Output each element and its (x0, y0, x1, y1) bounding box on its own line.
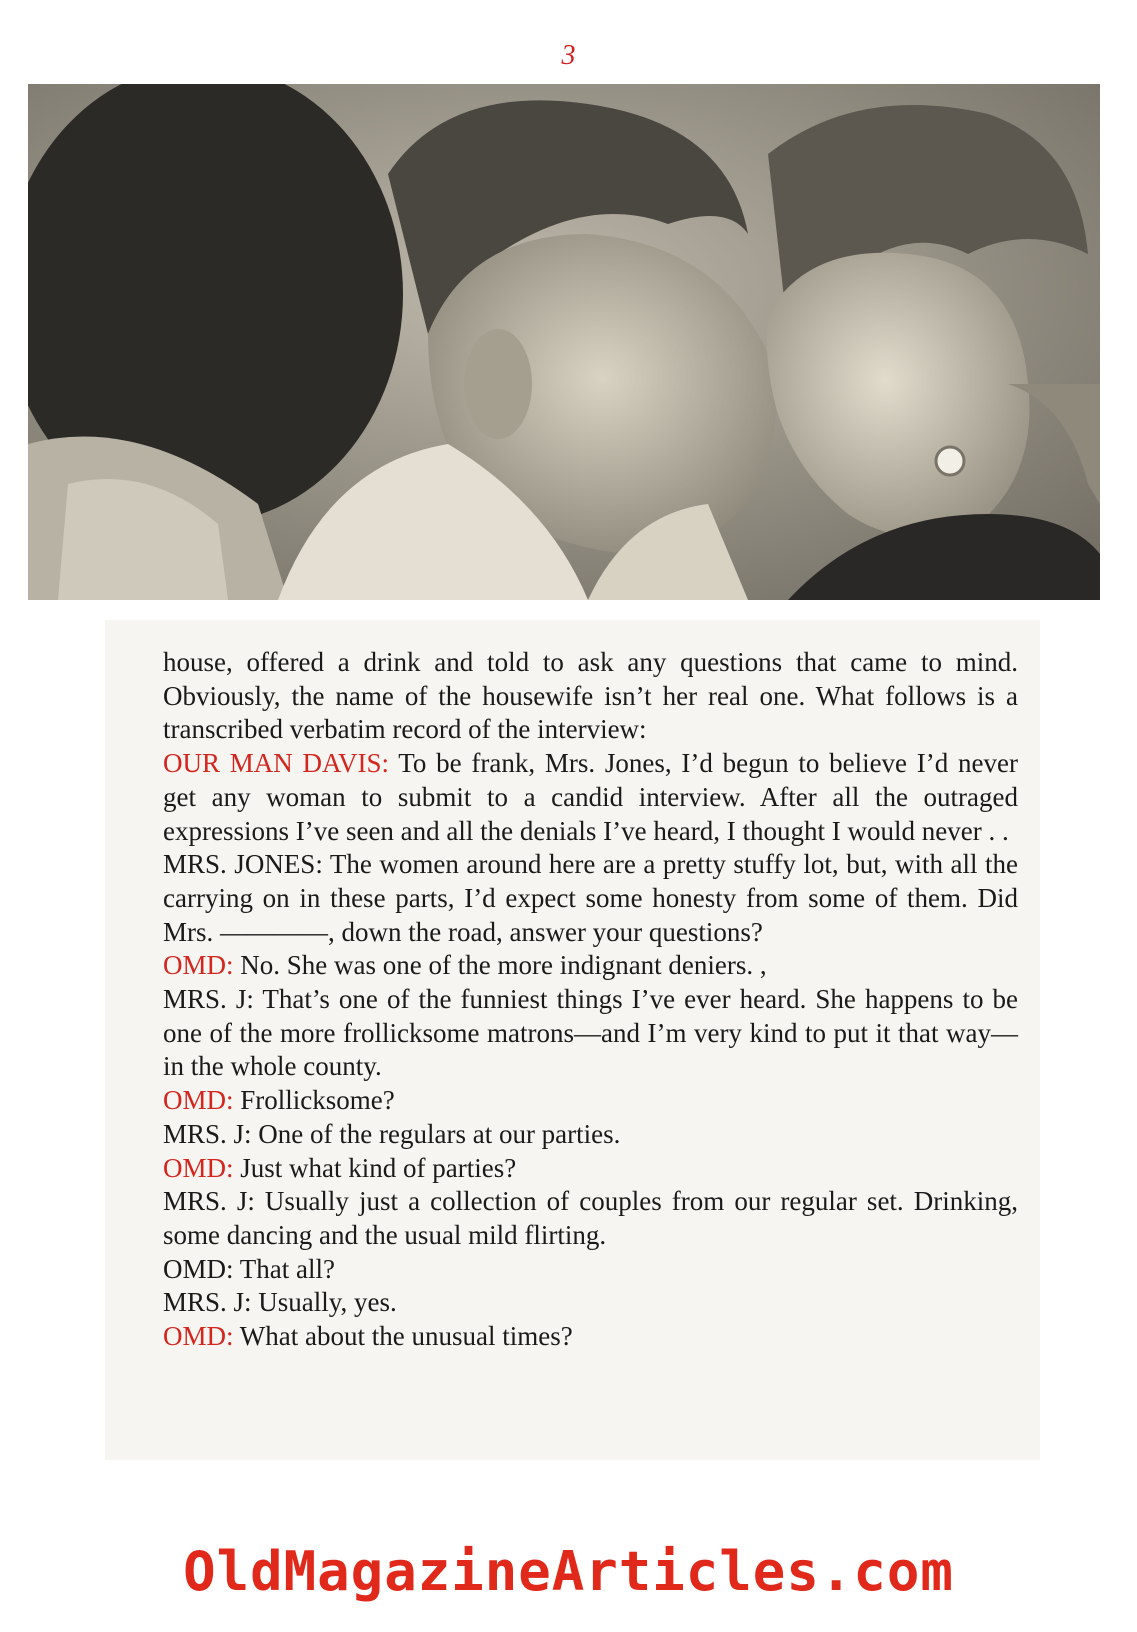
paragraph-text: Just what kind of parties? (233, 1152, 517, 1183)
article-body (163, 646, 1018, 1354)
site-watermark: OldMagazineArticles.com (183, 1540, 954, 1603)
article-paragraph (163, 1185, 1018, 1252)
speaker-label: OMD: (163, 1085, 234, 1116)
speaker-label: OUR MAN DAVIS: (163, 748, 390, 779)
article-paragraph (163, 1118, 1018, 1152)
speaker-label: OMD: (163, 1152, 234, 1183)
article-paragraph (163, 1286, 1018, 1320)
paragraph-text: MRS. JONES: The women around here are a pretty stuffy lot, but, with all the carrying on in these parts, I’d expect some honesty from some of them. Did Mrs. ————, down the road, answer your questions? (163, 849, 1018, 947)
paragraph-text: To be frank, Mrs. Jones, I’d begun to believe I’d never get any woman to submit to a candid interview. After all the outraged expressions I’ve seen and all the denials I’ve heard, I thought I would never . . (163, 748, 1018, 846)
paragraph-text: Frollicksome? (233, 1085, 395, 1116)
paragraph-text: OMD: That all? (163, 1253, 335, 1284)
paragraph-text: MRS. J: One of the regulars at our parties. (163, 1118, 621, 1149)
article-paragraph (163, 1152, 1018, 1186)
paragraph-text: MRS. J: Usually, yes. (163, 1287, 397, 1318)
speaker-label: OMD: (163, 950, 234, 981)
article-paragraph (163, 983, 1018, 1084)
paragraph-text: MRS. J: That’s one of the funniest things I’ve ever heard. She happens to be one of the more frollicksome matrons—and I’m very kind to put it that way—in the whole county. (163, 984, 1018, 1082)
article-paragraph (163, 747, 1018, 848)
article-paragraph (163, 1320, 1018, 1354)
speaker-label: OMD: (163, 1321, 234, 1352)
article-paragraph (163, 848, 1018, 949)
couple-kissing-photo (28, 84, 1100, 600)
paragraph-text: house, offered a drink and told to ask any questions that came to mind. Obviously, the name of the housewife isn’t her real one. What follows is a transcribed verbatim record of the interview: (163, 647, 1018, 745)
article-paragraph (163, 1084, 1018, 1118)
article-paragraph (163, 1253, 1018, 1287)
paragraph-text: No. She was one of the more indignant deniers. , (233, 950, 767, 981)
article-text-panel (105, 620, 1040, 1460)
paragraph-text: What about the unusual times? (233, 1321, 573, 1352)
article-paragraph (163, 949, 1018, 983)
article-paragraph (163, 646, 1018, 747)
page-number: 3 (561, 40, 576, 71)
paragraph-text: MRS. J: Usually just a collection of couples from our regular set. Drinking, some dancing and the usual mild flirting. (163, 1186, 1018, 1250)
